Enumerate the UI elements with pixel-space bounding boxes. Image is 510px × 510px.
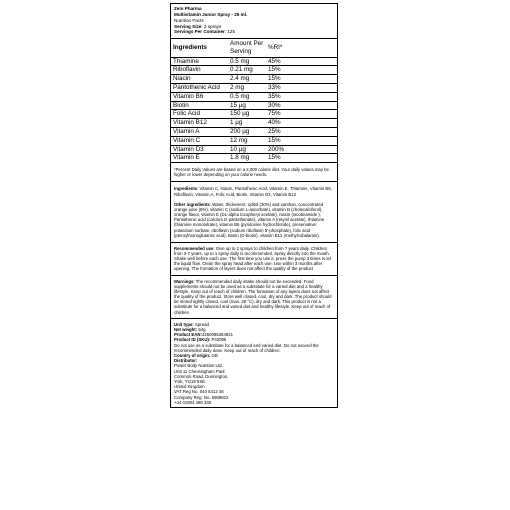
address-line: Common Road, Dunnington,: [174, 373, 229, 379]
nutrient-amount: 10 µg: [228, 145, 266, 154]
nutrient-ri: 15%: [266, 66, 337, 75]
ingredients-text: [174, 186, 334, 196]
label-header: [171, 4, 337, 39]
col-ri-header: %RI*: [268, 43, 283, 51]
nutrient-name: Vitamin D3: [171, 145, 228, 154]
nutrient-amount: 0.21 mg: [228, 66, 266, 75]
nutrient-amount: 2.4 mg: [228, 75, 266, 84]
unit-type-value: Spread: [193, 321, 209, 327]
table-row: [171, 92, 337, 101]
address-line: VAT Reg No. 040 5412 46: [174, 389, 224, 395]
origin-label: Country of origin:: [174, 352, 211, 358]
nutrient-ri: 30%: [266, 101, 337, 110]
nutrient-table-section: [171, 39, 337, 163]
ean-value: 4260085384921: [201, 332, 234, 338]
nutrient-rows: [171, 57, 337, 162]
nutrient-amount: 0.5 mg: [228, 57, 266, 66]
nutrient-table: [171, 39, 337, 162]
address-line: United Kingdom: [174, 384, 205, 390]
distributor-label-text: Distributor:: [174, 358, 198, 364]
nutrient-ri: 15%: [266, 136, 337, 145]
nutrient-ri: 40%: [266, 119, 337, 128]
nutrient-amount: 1 µg: [228, 119, 266, 128]
table-row: [171, 136, 337, 145]
nutrient-name: Folic Acid: [171, 110, 228, 119]
nutrition-facts-title: Nutrition Facts: [174, 18, 204, 24]
col-ingredients-header: Ingredients: [173, 43, 207, 51]
serving-size-label: Serving Size: [174, 23, 202, 29]
usage-disclaimer: Do not use as a substitute for a balanced and varied diet. Do not exceed the recommended daily dose. Keep out of reach of children.: [174, 342, 319, 353]
address-line: York, YO19 5SE: [174, 378, 206, 384]
nutrient-name: Riboflavin: [171, 66, 228, 75]
nutrient-ri: 200%: [266, 145, 337, 154]
nutrient-amount: 1.8 mg: [228, 154, 266, 162]
nutrient-name: Biotin: [171, 101, 228, 110]
recommended-use-body: : Give up to 2 sprays to children from 7 years daily. Children from 3-7 years, up to 1 spray daily is recommended. Spray directly into the mouth. Shake well before each use. The first time you use it, press the pump 3 times to let the liquid flow. Clean the spray head after each use. Use within 3 months after opening. The formation of layers does not affect the quality of the product: [174, 245, 332, 272]
table-row: [171, 75, 337, 84]
warnings-text: [174, 279, 334, 315]
nutrient-name: Thiamine: [171, 57, 228, 66]
table-row: [171, 83, 337, 92]
nutrient-name: Vitamin E: [171, 154, 228, 162]
address-line: Power Body Nutrition Ltd.: [174, 363, 223, 369]
recommended-use-section: [171, 243, 337, 276]
nutrient-ri: 45%: [266, 57, 337, 66]
footnote-text: *Percent Daily Values are based on a 2,000 calorie diet. Your daily values may be higher or lower depending on your calorie needs.: [174, 167, 329, 178]
net-weight-value: 64g: [197, 326, 206, 332]
ingredients-list: : Vitamin C, Niacin, Pantothenic Acid, Vitamin E, Thiamine, Vitamin B6, Riboflavin, Vitamin A, Folic Acid, Biotin, Vitamin D3, Vitamin B12: [174, 186, 332, 197]
table-row: [171, 154, 337, 162]
nutrient-amount: 0.5 mg: [228, 92, 266, 101]
nutrient-name: Vitamin A: [171, 127, 228, 136]
nutrient-amount: 150 µg: [228, 110, 266, 119]
ingredients-label: Ingredients: [174, 186, 198, 192]
other-ingredients-label: Other ingredients: [174, 201, 210, 207]
nutrient-name: Vitamin B6: [171, 92, 228, 101]
net-weight-label: Net weight:: [174, 326, 198, 332]
unit-type-label: Unit type:: [174, 321, 194, 327]
table-row: [171, 57, 337, 66]
nutrient-ri: 75%: [266, 110, 337, 119]
warnings-body: : The recommended daily intake should not be exceeded. Food supplements should not be used as a substitute for a varied diet and a healthy lifestyle. Keep out of reach of children. The formation of any layers does not affect the quality of the product. Store well closed, cool, dry and dark. The product should be stored tightly closed, cool (max. 25 °C), dry and dark. This product is not a substitute for a balanced and varied diet and healthy lifestyle. Keep out of reach of children: [174, 278, 332, 315]
nutrient-ri: 35%: [266, 92, 337, 101]
product-name: Multivitamin Junior Spray - 25 ml.: [174, 11, 248, 17]
sku-label: Product ID (SKU):: [174, 337, 211, 343]
nutrient-name: Niacin: [171, 75, 228, 84]
address-line: Unit 11 Chessingham Park: [174, 368, 225, 374]
nutrition-label-panel: [170, 3, 338, 408]
warnings-label: Warnings: [174, 278, 194, 284]
brand-name: Zein Pharma: [174, 6, 202, 11]
address-line: +44 01904 486 330: [174, 399, 212, 405]
distributor-address: [174, 363, 334, 405]
col-amount-header: Amount Per Serving: [230, 39, 264, 55]
ean-label: Product EAN:: [174, 332, 202, 338]
origin-value: GB: [210, 352, 218, 358]
nutrient-name: Vitamin B12: [171, 119, 228, 128]
table-row: [171, 101, 337, 110]
serving-size-value: : 2 sprays: [201, 23, 222, 29]
nutrient-amount: 200 µg: [228, 127, 266, 136]
table-row: [171, 110, 337, 119]
nutrient-amount: 12 mg: [228, 136, 266, 145]
table-row: [171, 119, 337, 128]
ingredients-section: [171, 182, 337, 242]
servings-per-container: [174, 29, 334, 35]
warnings-section: [171, 276, 337, 319]
servings-value: : 125: [224, 29, 236, 35]
nutrient-ri: 15%: [266, 154, 337, 162]
nutrient-name: Vitamin C: [171, 136, 228, 145]
nutrient-ri: 33%: [266, 83, 337, 92]
table-row: [171, 127, 337, 136]
table-row: [171, 145, 337, 154]
footnote-section: [171, 163, 337, 182]
nutrient-name: Pantothenic Acid: [171, 83, 228, 92]
recommended-use-label: Recommended use: [174, 245, 214, 251]
other-ingredients-list: : Water, thickeners: xylitol (30%) and xanthan, concentrated orange juice (8%), vitamin C (sodium L-ascorbate), vitamin D (cholecalciferol), orange flavor, vitamin E (DL-alpha tocopheryl acetate), niacin (nicotinamide ), Pantothenic acid (calcium D-pantothenate), vitamin A (retynil acetate), thiamine (thiamine mononitrate), vitamin B6 (pyridoxine hydrochloride), preservative: potassium sorbate, riboflavin (sodium riboflavin 5'-phosphate), folic acid (pteroylmonoglutamic acid), Biotin (D-biotin), vitamin B12 (methylcobalamin).: [174, 201, 325, 238]
recommended-use-text: [174, 246, 334, 272]
sku-value: P42096: [210, 337, 227, 343]
nutrient-amount: 2 mg: [228, 83, 266, 92]
address-line: Company Reg. No. 6909822: [174, 394, 229, 400]
product-details-section: [171, 319, 337, 407]
other-ingredients-text: [174, 202, 334, 238]
nutrient-ri: 25%: [266, 127, 337, 136]
table-row: [171, 66, 337, 75]
table-header-row: [171, 39, 337, 57]
servings-label: Servings Per Container: [174, 29, 225, 35]
nutrient-ri: 15%: [266, 75, 337, 84]
nutrient-amount: 15 µg: [228, 101, 266, 110]
